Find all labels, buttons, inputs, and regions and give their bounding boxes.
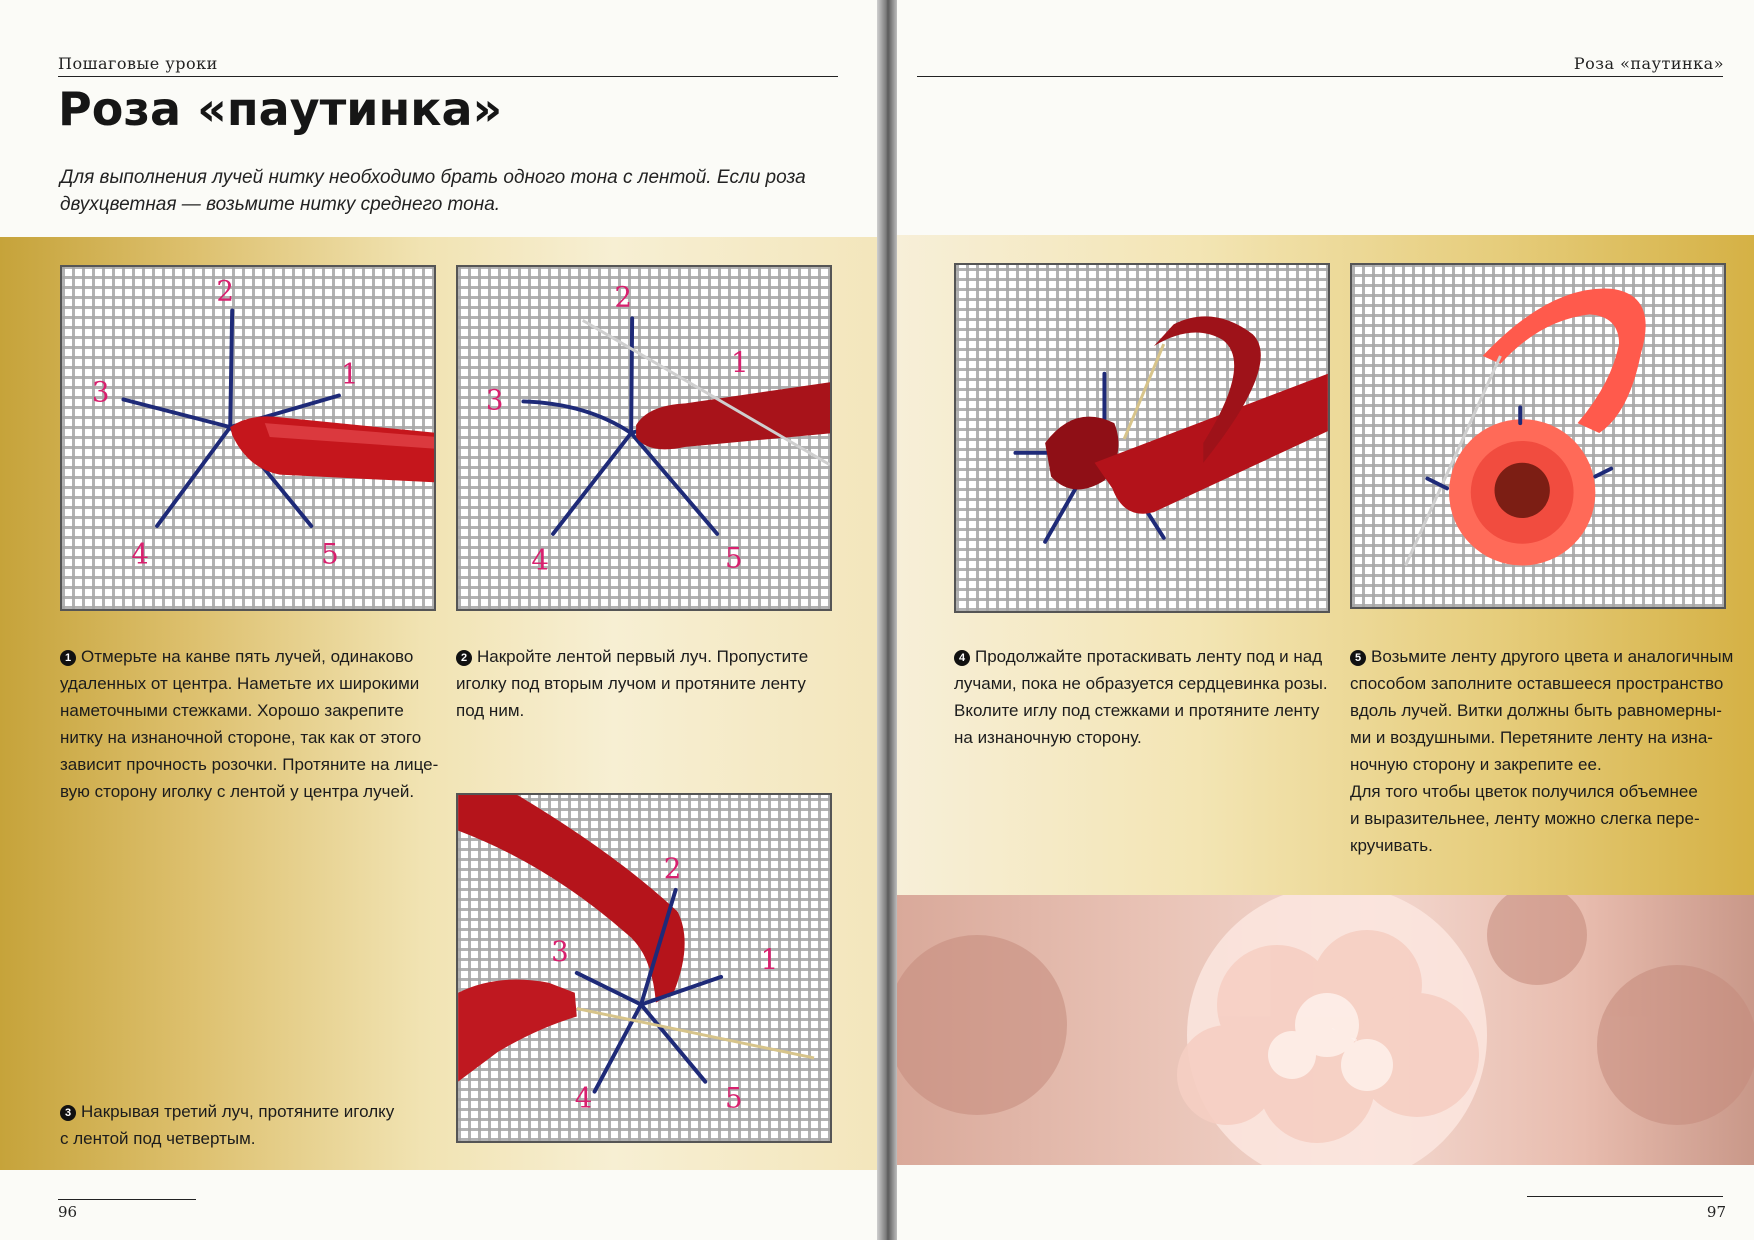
intro-line: Для выполнения лучей нитку необходимо брать одного тона с лентой. Если роза (60, 167, 806, 188)
step4-illustration (956, 265, 1328, 611)
step-line (456, 643, 836, 670)
ray-label: 4 (531, 543, 549, 577)
step-line: Для того чтобы цветок получился объемнее (1350, 782, 1698, 801)
step-line: Вколите иглу под стежками и протяните ленту (954, 701, 1320, 720)
step4-photo (954, 263, 1330, 613)
ray-label: 4 (574, 1081, 593, 1115)
ray-label: 3 (91, 375, 110, 409)
step-line (60, 1098, 440, 1125)
running-head: Пошаговые уроки (58, 54, 218, 73)
step-line-text: Отмерьте на канве пять лучей, одинаково (81, 647, 414, 666)
step-line: вдоль лучей. Витки должны быть равномерны- (1350, 701, 1722, 720)
step-line: наметочными стежками. Хорошо закрепите (60, 701, 404, 720)
step-number-badge: 4 (954, 650, 970, 666)
step-line (1350, 643, 1740, 670)
step-line: удаленных от центра. Наметьте их широкими (60, 674, 420, 693)
footer-rule (58, 1199, 196, 1200)
carnation-photo (897, 895, 1754, 1165)
carnation-illustration (897, 895, 1754, 1165)
step-number-badge: 1 (60, 650, 76, 666)
step-line: кручивать. (1350, 836, 1433, 855)
step5-photo (1350, 263, 1726, 609)
step-number-badge: 5 (1350, 650, 1366, 666)
ray-label: 5 (725, 541, 743, 575)
intro-text (60, 164, 840, 218)
step4-text (954, 643, 1344, 751)
step-line-text: Накройте лентой первый луч. Пропустите (477, 647, 809, 666)
header-rule (58, 76, 838, 77)
step2-photo (456, 265, 832, 611)
step-line: способом заполните оставшееся пространство (1350, 674, 1724, 693)
ray-label: 2 (216, 274, 234, 308)
ray-label: 3 (485, 383, 504, 417)
step-line: нитку на изнаночной стороне, так как от этого (60, 728, 422, 747)
step5-text (1350, 643, 1740, 859)
step-line: лучами, пока не образуется сердцевинка розы. (954, 674, 1328, 693)
ray-label: 1 (340, 357, 359, 391)
step-line: под ним. (456, 701, 525, 720)
step1-photo (60, 265, 436, 611)
step-line: вую сторону иголку с лентой у центра лучей. (60, 782, 415, 801)
page-number: 97 (1706, 1203, 1726, 1221)
step-line-text: Накрывая третий луч, протяните иголку (81, 1102, 395, 1121)
step-line (60, 643, 440, 670)
step-line: иголку под вторым лучом и протяните ленту (456, 674, 806, 693)
step1-illustration (62, 267, 434, 609)
ray-label: 1 (730, 345, 749, 379)
step1-text (60, 643, 440, 805)
step-number-badge: 3 (60, 1105, 76, 1121)
step3-illustration (458, 795, 830, 1141)
ray-label: 1 (760, 942, 779, 976)
page-number: 96 (58, 1203, 78, 1221)
step-line (954, 643, 1344, 670)
step-line: с лентой под четвертым. (60, 1129, 256, 1148)
step3-photo (456, 793, 832, 1143)
running-head: Роза «паутинка» (1573, 54, 1724, 73)
step5-illustration (1352, 265, 1724, 607)
step-line: зависит прочность розочки. Протяните на лице- (60, 755, 439, 774)
step-line: на изнаночную сторону. (954, 728, 1142, 747)
step2-text (456, 643, 836, 724)
ray-label: 5 (725, 1081, 743, 1115)
footer-rule (1527, 1196, 1723, 1197)
step-line-text: Продолжайте протаскивать ленту под и над (975, 647, 1323, 666)
ray-label: 2 (614, 280, 632, 314)
step-line: ночную сторону и закрепите ее. (1350, 755, 1602, 774)
right-page (897, 0, 1754, 1240)
step-line-text: Возьмите ленту другого цвета и аналогичным (1371, 647, 1734, 666)
intro-line: двухцветная — возьмите нитку среднего тона. (60, 194, 501, 215)
step3-text (60, 1098, 440, 1152)
header-rule (917, 76, 1723, 77)
step-line: и выразительнее, ленту можно слегка пере- (1350, 809, 1700, 828)
page-title: Роза «паутинка» (58, 82, 503, 136)
ray-label: 5 (321, 537, 339, 571)
ray-label: 4 (131, 537, 149, 571)
ray-label: 3 (551, 935, 569, 969)
step-number-badge: 2 (456, 650, 472, 666)
step-line: ми и воздушными. Перетяните ленту на изна- (1350, 728, 1713, 747)
step2-illustration (458, 267, 830, 609)
book-gutter (877, 0, 897, 1240)
ray-label: 2 (663, 852, 682, 886)
